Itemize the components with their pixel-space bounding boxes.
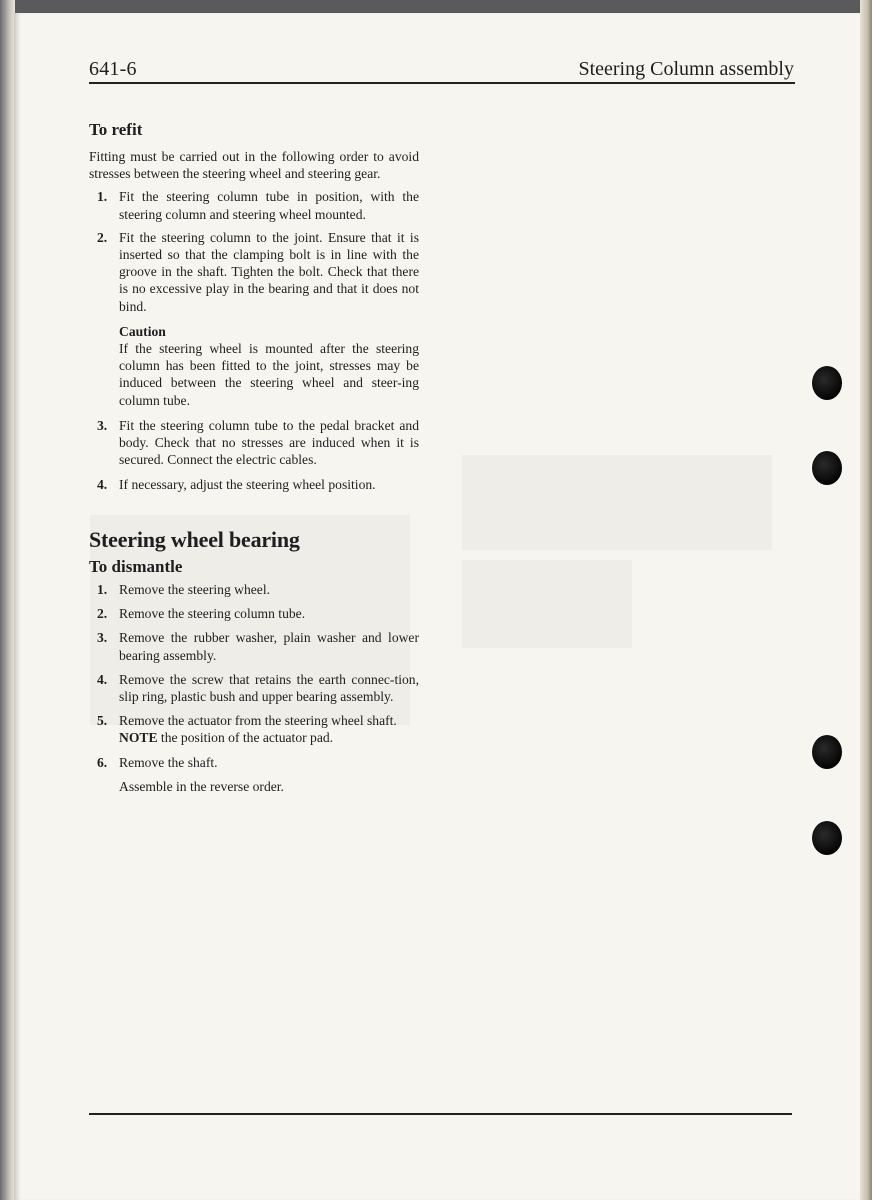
dismantle-steps: [89, 581, 419, 771]
note-text: the position of the actuator pad.: [157, 730, 334, 746]
step-text: Remove the rubber washer, plain washer and lower bearing assembly.: [119, 630, 419, 663]
refit-section: [89, 120, 419, 494]
list-item: [89, 629, 419, 663]
step-number: 3.: [97, 630, 108, 646]
step-text: Remove the screw that retains the earth connec-tion, slip ring, plastic bush and upper bearing assembly.: [119, 671, 419, 705]
step-number: 1.: [97, 582, 108, 597]
list-item: [89, 581, 419, 598]
bearing-section: [89, 527, 419, 795]
step-number: 2.: [97, 606, 108, 622]
step-text: Remove the actuator from the steering wheel shaft.: [119, 713, 397, 729]
list-item: [89, 188, 419, 222]
caution-title: Caution: [119, 323, 166, 339]
step-number: 3.: [97, 417, 108, 433]
note-line: [119, 729, 419, 746]
step-text: Remove the steering wheel.: [119, 582, 270, 597]
page-number: 641-6: [89, 58, 137, 80]
list-item: [89, 754, 419, 771]
show-through-area: [462, 560, 632, 648]
list-item: [89, 605, 419, 622]
binder-hole-icon: [812, 451, 842, 485]
page-left-edge: [0, 0, 15, 1200]
step-text: Fit the steering column to the joint. Ensure that it is inserted so that the clamping bolt is in line with the groove in the shaft. Tighten the bolt. Check that there is no excessive play in the bearing and that it does not bind.: [119, 229, 419, 314]
list-item: [89, 671, 419, 705]
step-text: If necessary, adjust the steering wheel position.: [119, 477, 376, 493]
step-number: 4.: [97, 671, 108, 687]
step-text: Remove the shaft.: [119, 754, 218, 770]
step-number: 1.: [97, 189, 108, 205]
list-item: [89, 476, 419, 493]
header-rule: [89, 82, 795, 84]
list-item: [89, 712, 419, 746]
binder-hole-icon: [812, 821, 842, 855]
bearing-heading: Steering wheel bearing: [89, 527, 300, 552]
refit-intro: Fitting must be carried out in the following order to avoid stresses between the steering wheel and steering gear.: [89, 149, 419, 182]
step-text: Remove the steering column tube.: [119, 606, 306, 622]
step-number: 2.: [97, 229, 108, 245]
section-title: Steering Column assembly: [578, 58, 794, 80]
list-item: [89, 417, 419, 469]
step-text: Fit the steering column tube to the pedal bracket and body. Check that no stresses are induced when it is secured. Connect the electric cables.: [119, 417, 419, 468]
closing-text: Assemble in the reverse order.: [119, 778, 284, 794]
step-number: 5.: [97, 713, 108, 729]
page-right-edge: [860, 0, 872, 1200]
refit-heading: To refit: [89, 120, 143, 139]
binder-hole-icon: [812, 735, 842, 769]
dismantle-heading: To dismantle: [89, 557, 183, 576]
note-label: NOTE: [119, 730, 158, 746]
step-number: 4.: [97, 477, 108, 493]
list-item: [89, 229, 419, 409]
footer-rule: [89, 1113, 792, 1115]
step-text: Fit the steering column tube in position, with the steering column and steering wheel mounted.: [119, 189, 419, 222]
refit-steps: [89, 188, 419, 493]
binder-hole-icon: [812, 366, 842, 400]
caution-text: If the steering wheel is mounted after the steering column has been fitted to the joint, stresses may be induced between the steering wheel and steer-ing column tube.: [119, 341, 419, 408]
step-number: 6.: [97, 754, 108, 770]
show-through-area: [462, 455, 772, 550]
